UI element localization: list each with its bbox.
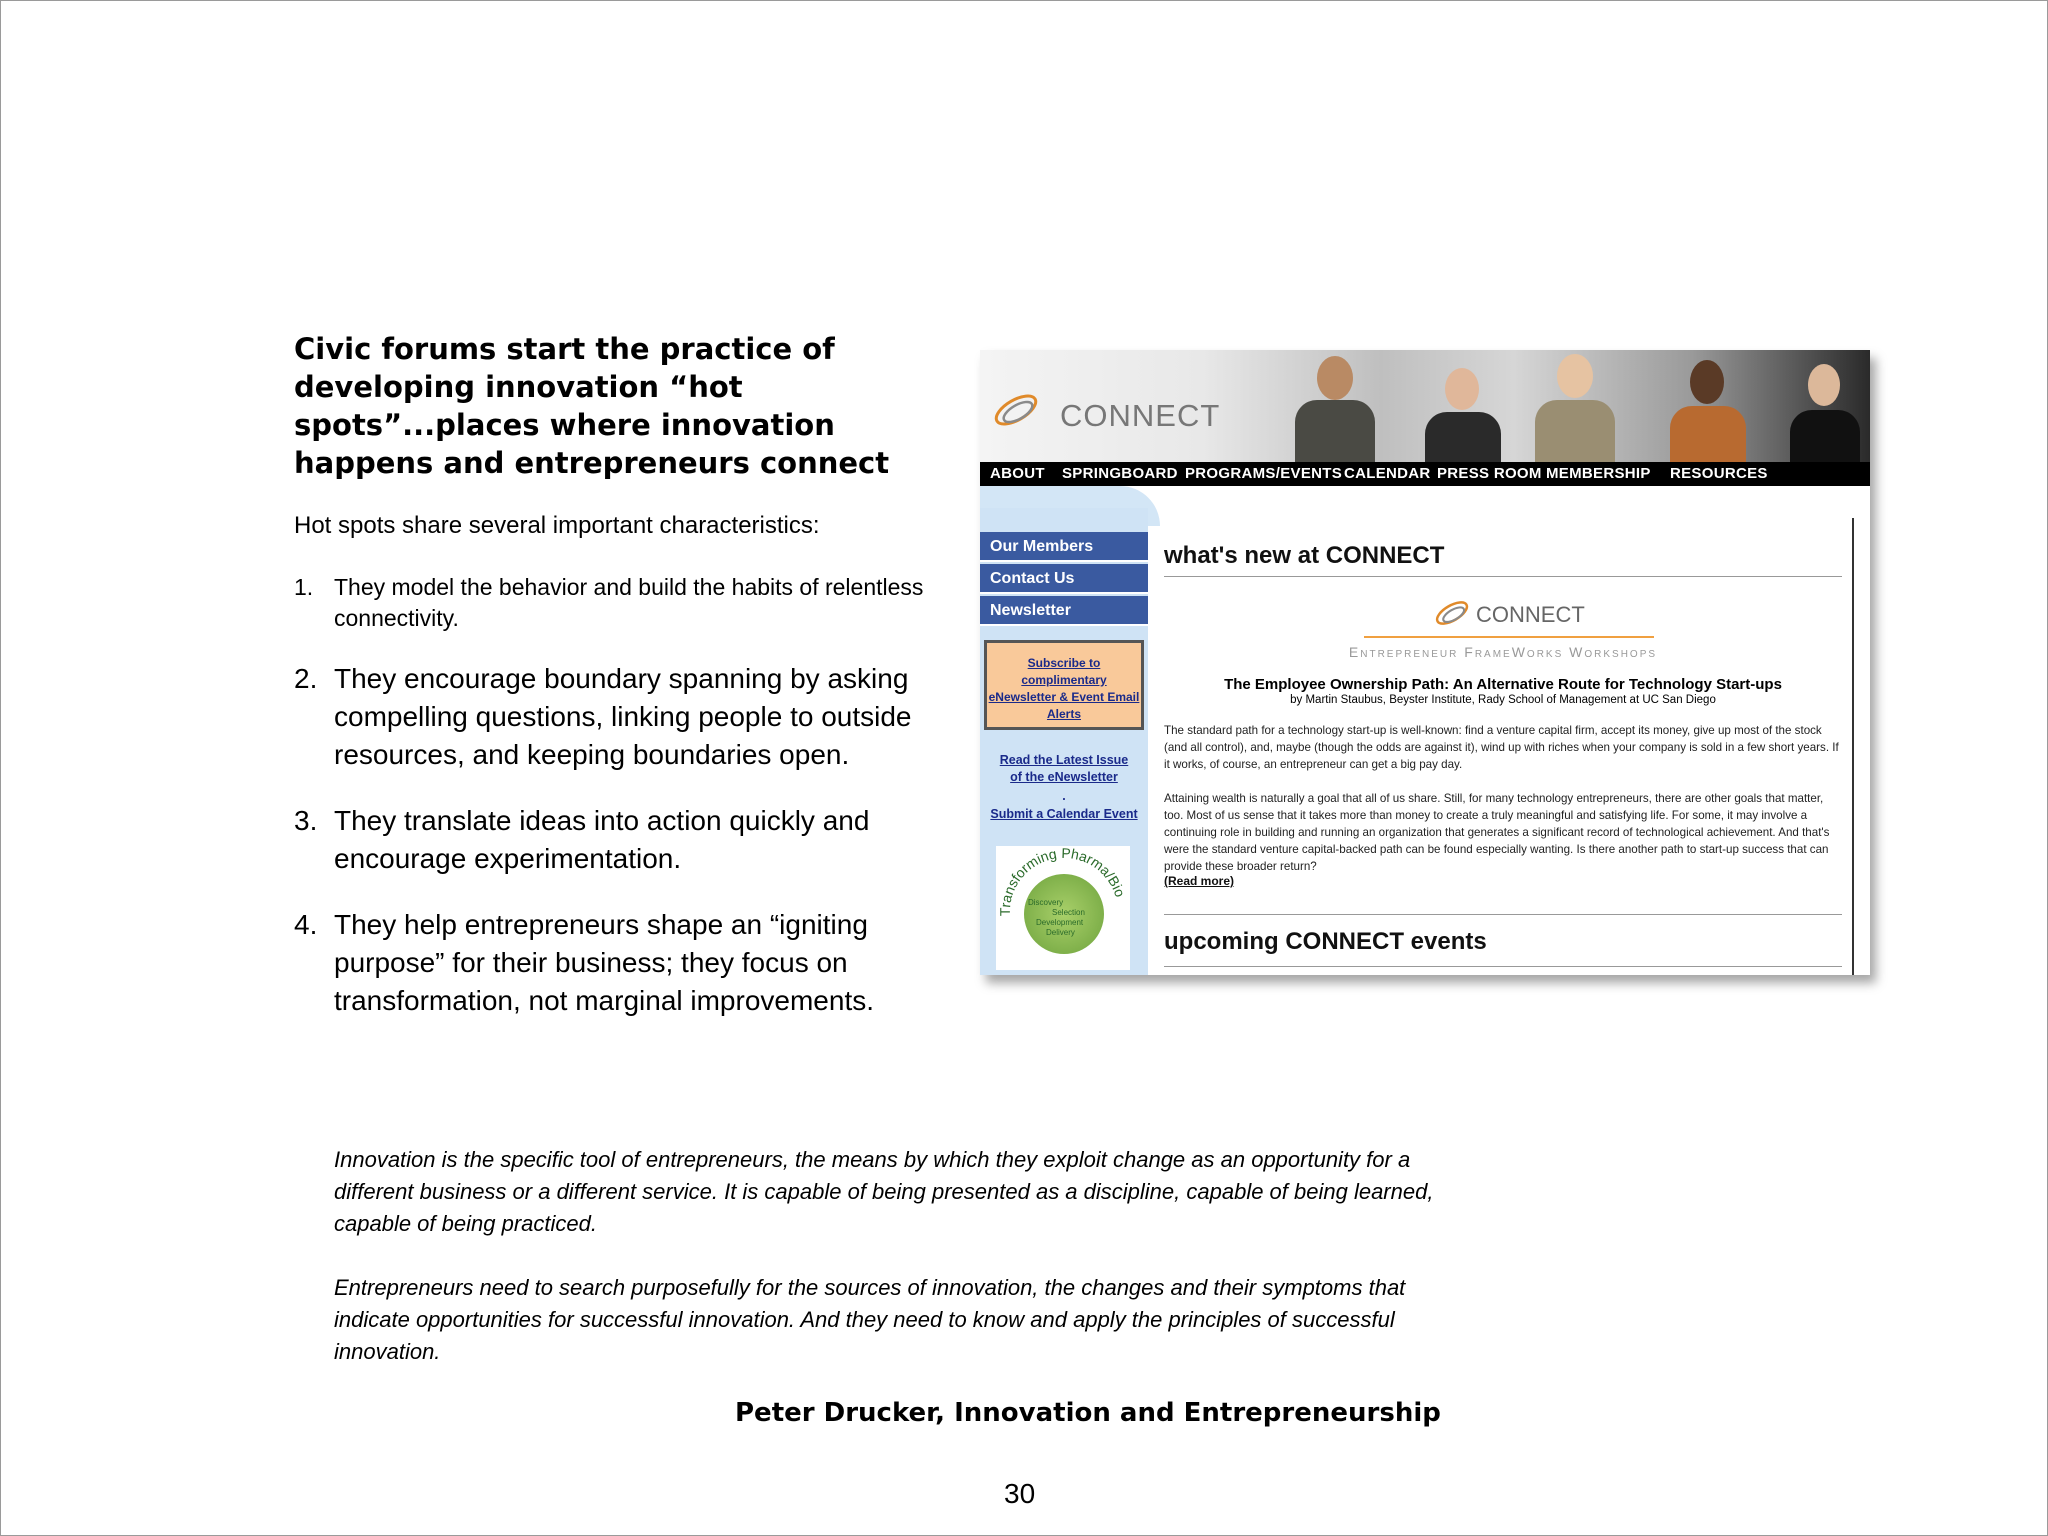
site-nav-bar	[980, 462, 1870, 486]
read-more-link[interactable]: (Read more)	[1164, 874, 1235, 888]
divider	[1164, 914, 1842, 915]
divider	[1164, 966, 1842, 967]
site-left-column	[980, 508, 1148, 975]
characteristics-list	[294, 572, 934, 1048]
person-photo	[1535, 350, 1615, 462]
list-item	[294, 572, 934, 634]
intro-text: Hot spots share several important characteristics:	[294, 512, 820, 539]
svg-text:Transforming Pharma/Bio: Transforming Pharma/Bio	[996, 846, 1129, 917]
nav-membership[interactable]: MEMBERSHIP	[1546, 465, 1651, 482]
list-item	[294, 802, 934, 878]
subscribe-box[interactable]: Subscribe to complimentary eNewsletter & Event Email Alerts	[984, 640, 1144, 730]
badge-inner-word: Discovery	[1028, 898, 1064, 907]
list-item	[294, 660, 934, 774]
list-item-text: They encourage boundary spanning by asking compelling questions, linking people to outside resources, and keeping boundaries open.	[334, 663, 912, 770]
badge-inner-word: Selection	[1052, 908, 1085, 917]
connect-mini-logo	[1430, 596, 1590, 634]
separator-dot: .	[1062, 789, 1066, 803]
panel-border	[1852, 518, 1854, 975]
list-item-text: They help entrepreneurs shape an “igniting purpose” for their business; they focus on transformation, not marginal improvements.	[334, 909, 874, 1016]
quote-attribution: Peter Drucker, Innovation and Entrepreneurship	[735, 1398, 1441, 1428]
nav-programs-events[interactable]: PROGRAMS/EVENTS	[1185, 465, 1343, 482]
list-number: 4.	[294, 909, 318, 940]
orange-rule	[1364, 636, 1654, 638]
transforming-pharma-bio-badge[interactable]	[996, 846, 1130, 970]
person-photo	[1425, 350, 1501, 462]
list-item-text: They translate ideas into action quickly and encourage experimentation.	[334, 805, 870, 874]
list-item	[294, 906, 934, 1020]
site-main-panel	[1164, 508, 1854, 975]
upcoming-events-heading: upcoming CONNECT events	[1164, 928, 1487, 955]
article-title[interactable]: The Employee Ownership Path: An Alternative Route for Technology Start-ups	[1224, 676, 1782, 693]
drucker-quote: Entrepreneurs need to search purposefully for the sources of innovation, the changes and their symptoms that indicate opportunities for successful innovation. And they need to know and apply the principles of successful innovation.	[334, 1275, 1406, 1364]
frameworks-subtitle: Entrepreneur FrameWorks Workshops	[1348, 644, 1658, 660]
submit-calendar-event-link[interactable]: Submit a Calendar Event	[990, 807, 1138, 821]
list-item-text: They model the behavior and build the habits of relentless connectivity.	[334, 574, 924, 631]
side-menu-our-members[interactable]: Our Members	[980, 532, 1148, 562]
person-photo	[1670, 350, 1746, 462]
drucker-quote: Innovation is the specific tool of entrepreneurs, the means by which they exploit change as an opportunity for a different business or a different service. It is capable of being presented as a discipline, capable of being learned, capable of being practiced.	[334, 1147, 1434, 1236]
nav-calendar[interactable]: CALENDAR	[1344, 465, 1431, 482]
badge-inner-word: Development	[1036, 918, 1084, 927]
list-number: 1.	[294, 574, 314, 600]
read-latest-issue-link[interactable]: Read the Latest Issue of the eNewsletter	[999, 753, 1129, 784]
list-number: 2.	[294, 663, 318, 694]
connect-website-screenshot	[980, 350, 1870, 975]
badge-inner-word: Delivery	[1046, 928, 1075, 937]
person-photo	[1295, 350, 1375, 462]
person-photo	[1790, 350, 1860, 462]
mini-logo-text: CONNECT	[1476, 602, 1585, 627]
connect-swirl-icon	[992, 390, 1040, 430]
page-number: 30	[1004, 1478, 1036, 1509]
article-paragraph: Attaining wealth is naturally a goal that all of us share. Still, for many technology entrepreneurs, there are other goals that matter, too. Most of us sense that it takes more than money to create a truly meaningful and satisfying life. For some, it may involve a continuing role in building and running an organization that generates a significant record of technological achievement. And that's were the standard venture capital-backed path can be found especially wanting. Is there another path to start-up success that can provide these broader return?	[1164, 792, 1830, 873]
nav-press-room[interactable]: PRESS ROOM	[1437, 465, 1542, 482]
divider	[1164, 576, 1842, 577]
site-logo: CONNECT	[1060, 398, 1221, 433]
list-number: 3.	[294, 805, 318, 836]
article-paragraph: The standard path for a technology start-up is well-known: find a venture capital firm, accept its money, give up most of the stock (and all control), and, maybe (though the odds are against it), wind up with riches when your company is sold in a few short years. If it works, of course, an entrepreneur can get a big pay day.	[1164, 724, 1839, 771]
article-byline: by Martin Staubus, Beyster Institute, Rady School of Management at UC San Diego	[1290, 694, 1716, 706]
connect-swirl-icon	[1432, 596, 1472, 630]
slide-heading: Civic forums start the practice of developing innovation “hot spots”...places where innovation happens and entrepreneurs connect	[294, 332, 890, 480]
site-banner	[980, 350, 1870, 462]
whats-new-heading: what's new at CONNECT	[1164, 542, 1445, 569]
side-menu-newsletter[interactable]: Newsletter	[980, 596, 1148, 626]
nav-resources[interactable]: RESOURCES	[1670, 465, 1768, 482]
side-menu-contact-us[interactable]: Contact Us	[980, 564, 1148, 594]
nav-springboard[interactable]: SPRINGBOARD	[1062, 465, 1178, 482]
nav-about[interactable]: ABOUT	[990, 465, 1045, 482]
